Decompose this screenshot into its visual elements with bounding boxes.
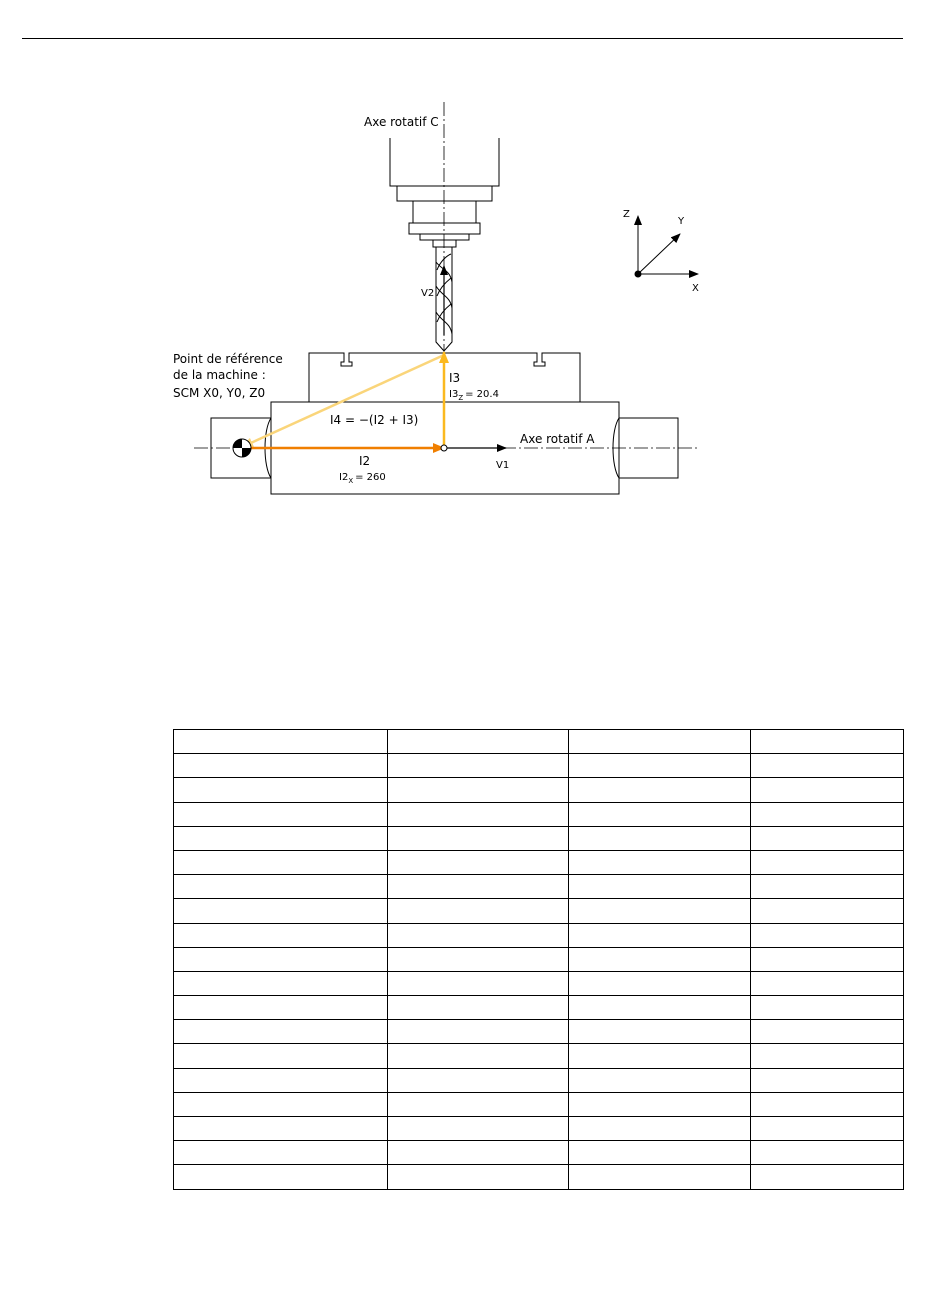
table-row bbox=[174, 754, 904, 778]
table-cell bbox=[174, 802, 388, 826]
table-cell bbox=[388, 947, 569, 971]
table-row bbox=[174, 947, 904, 971]
table-cell bbox=[569, 947, 751, 971]
table-row bbox=[174, 1092, 904, 1116]
table-cell bbox=[388, 996, 569, 1020]
table-cell bbox=[388, 730, 569, 754]
table-row bbox=[174, 802, 904, 826]
reference-point-label-line2: de la machine : bbox=[173, 368, 266, 382]
table-cell bbox=[388, 923, 569, 947]
table-row bbox=[174, 826, 904, 850]
table-cell bbox=[388, 1020, 569, 1044]
table-cell bbox=[751, 923, 904, 947]
table-cell bbox=[388, 1165, 569, 1189]
table-row bbox=[174, 778, 904, 802]
table-row bbox=[174, 875, 904, 899]
table-cell bbox=[751, 971, 904, 995]
table-cell bbox=[751, 1141, 904, 1165]
table-row bbox=[174, 1165, 904, 1189]
table-cell bbox=[569, 826, 751, 850]
reference-point-label-line3: SCM X0, Y0, Z0 bbox=[173, 386, 266, 400]
table-cell bbox=[569, 802, 751, 826]
table-cell bbox=[569, 1117, 751, 1141]
rotation-center-point bbox=[441, 445, 447, 451]
table-cell bbox=[569, 875, 751, 899]
table-row bbox=[174, 730, 904, 754]
table-cell bbox=[751, 826, 904, 850]
table-cell bbox=[388, 850, 569, 874]
table-cell bbox=[174, 947, 388, 971]
table-row bbox=[174, 923, 904, 947]
table-cell bbox=[569, 899, 751, 923]
table-cell bbox=[388, 754, 569, 778]
table-cell bbox=[388, 875, 569, 899]
table-cell bbox=[174, 1044, 388, 1068]
table-cell bbox=[174, 1020, 388, 1044]
coordinate-system bbox=[635, 216, 698, 277]
table-cell bbox=[569, 923, 751, 947]
table-cell bbox=[751, 1044, 904, 1068]
table-cell bbox=[388, 971, 569, 995]
table-cell bbox=[751, 730, 904, 754]
table-cell bbox=[569, 1165, 751, 1189]
table-cell bbox=[751, 1092, 904, 1116]
table-row bbox=[174, 971, 904, 995]
parameter-table bbox=[173, 729, 904, 1190]
l2x-label: $I2_X = 260$ bbox=[339, 472, 386, 485]
table-cell bbox=[569, 1092, 751, 1116]
l2-label: I2 bbox=[359, 454, 371, 468]
table-row bbox=[174, 1044, 904, 1068]
table-cell bbox=[174, 971, 388, 995]
table-cell bbox=[174, 1165, 388, 1189]
rotary-axis-c-label: Axe rotatif C bbox=[364, 115, 439, 129]
axis-z-label: Z bbox=[623, 209, 630, 220]
table-cell bbox=[751, 778, 904, 802]
table-row bbox=[174, 899, 904, 923]
table-cell bbox=[174, 754, 388, 778]
l3-label: I3 bbox=[449, 371, 461, 385]
table-cell bbox=[569, 1044, 751, 1068]
table-cell bbox=[751, 875, 904, 899]
table-cell bbox=[569, 996, 751, 1020]
table-cell bbox=[569, 1141, 751, 1165]
table-cell bbox=[751, 754, 904, 778]
table-cell bbox=[174, 996, 388, 1020]
table-cell bbox=[174, 850, 388, 874]
table-cell bbox=[751, 802, 904, 826]
table-cell bbox=[388, 1068, 569, 1092]
table-cell bbox=[174, 1141, 388, 1165]
table-cell bbox=[569, 971, 751, 995]
table-cell bbox=[751, 947, 904, 971]
table-cell bbox=[174, 875, 388, 899]
table-cell bbox=[174, 923, 388, 947]
reference-point-label-line1: Point de référence bbox=[173, 352, 283, 366]
table-row bbox=[174, 1117, 904, 1141]
v1-label: V1 bbox=[496, 460, 510, 471]
rotary-axis-a-label: Axe rotatif A bbox=[520, 432, 595, 446]
table-row bbox=[174, 1020, 904, 1044]
table-row bbox=[174, 996, 904, 1020]
table-cell bbox=[174, 778, 388, 802]
table-cell bbox=[751, 1117, 904, 1141]
table-cell bbox=[388, 899, 569, 923]
table-cell bbox=[388, 1092, 569, 1116]
table-cell bbox=[569, 1068, 751, 1092]
l3z-label: $I3_Z = 20.4$ bbox=[449, 389, 499, 402]
table-cell bbox=[388, 1117, 569, 1141]
table-row bbox=[174, 850, 904, 874]
table-cell bbox=[569, 730, 751, 754]
table-cell bbox=[174, 899, 388, 923]
reference-point-symbol bbox=[233, 439, 251, 457]
table-cell bbox=[388, 826, 569, 850]
table-cell bbox=[388, 778, 569, 802]
table-cell bbox=[751, 1020, 904, 1044]
axis-y-label: Y bbox=[678, 216, 685, 227]
spindle-head bbox=[390, 138, 499, 247]
table-cell bbox=[569, 754, 751, 778]
parameter-table-body bbox=[174, 730, 904, 1190]
table-cell bbox=[569, 778, 751, 802]
table-cell bbox=[751, 1068, 904, 1092]
table-cell bbox=[751, 899, 904, 923]
table-cell bbox=[388, 1044, 569, 1068]
table-cell bbox=[751, 996, 904, 1020]
table-cell bbox=[174, 1092, 388, 1116]
table-row bbox=[174, 1141, 904, 1165]
table-row bbox=[174, 1068, 904, 1092]
table-cell bbox=[388, 802, 569, 826]
table-cell bbox=[174, 1117, 388, 1141]
table-cell bbox=[174, 730, 388, 754]
table-cell bbox=[751, 1165, 904, 1189]
table-cell bbox=[174, 1068, 388, 1092]
l4-formula-label: I4 = −(I2 + I3) bbox=[330, 413, 419, 427]
table-cell bbox=[569, 1020, 751, 1044]
table-cell bbox=[174, 826, 388, 850]
table-cell bbox=[388, 1141, 569, 1165]
table-cell bbox=[751, 850, 904, 874]
axis-x-label: X bbox=[692, 283, 699, 294]
v2-label: V2 bbox=[421, 288, 435, 299]
table-cell bbox=[569, 850, 751, 874]
